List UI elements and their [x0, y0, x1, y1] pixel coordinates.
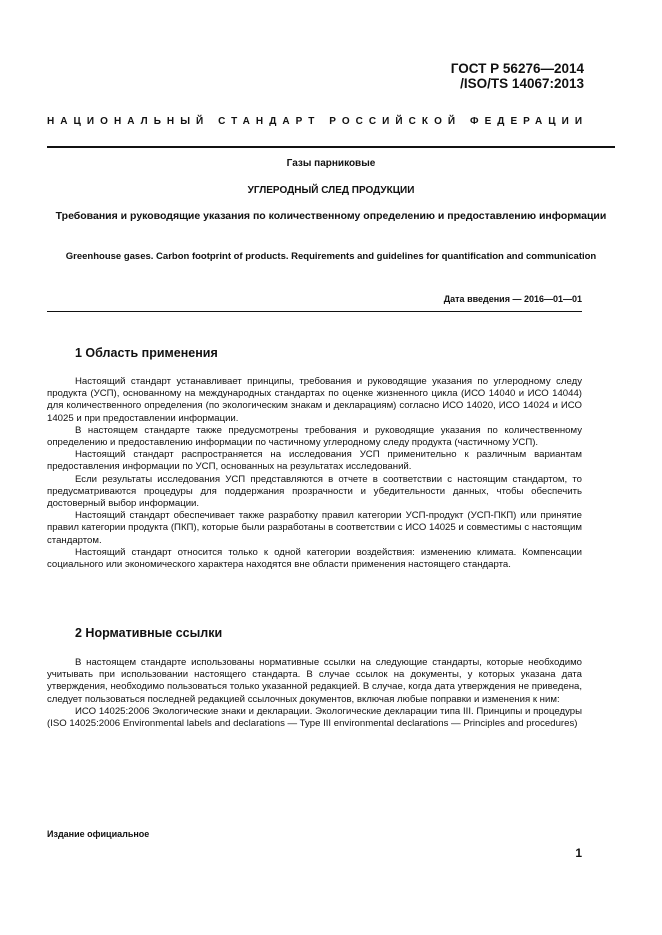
paragraph: В настоящем стандарте также предусмотрены требования и руководящие указания по количественному определению и предоставлению информации по частичному углеродному следу продукта (частичному УСП).	[47, 424, 582, 449]
section-heading-references: 2 Нормативные ссылки	[75, 626, 223, 640]
paragraph: Настоящий стандарт распространяется на исследования УСП применительно к различным вариантам предоставления информации по УСП, основанных на результатах исследований.	[47, 449, 582, 473]
document-title: УГЛЕРОДНЫЙ СЛЕД ПРОДУКЦИИ	[247, 185, 415, 196]
gost-number: ГОСТ Р 56276—2014	[450, 61, 584, 76]
header-divider	[47, 146, 615, 148]
document-subtitle: Требования и руководящие указания по количественному определению и предоставлению информации	[55, 210, 607, 222]
paragraph: ИСО 14025:2006 Экологические знаки и декларации. Экологические декларации типа III. Принципы и процедуры (ISO 14025:2006 Environmental labels and declarations — Type III environmental declarations — Principles and procedures)	[47, 705, 582, 730]
paragraph: Настоящий стандарт устанавливает принципы, требования и руководящие указания по углеродному следу продукта (УСП), основанному на международных стандартах по оценке жизненного цикла (ИСО 14040 и ИСО 14044) для количественного определения (по экологическим знакам и декларациям) согласно ИСО 14020, ИСО 14024 и ИСО 14025 и при предоставлении информации.	[47, 376, 582, 424]
iso-number: /ISO/TS 14067:2013	[460, 76, 584, 91]
paragraph: В настоящем стандарте использованы нормативные ссылки на следующие стандарты, которые необходимо учитывать при использовании настоящего стандарта. В случае ссылок на документы, у которых указана дата утверждения, необходимо пользоваться только указанной редакцией. В случае, когда дата утверждения не приведена, следует пользоваться последней редакцией ссылочных документов, включая любые поправки и изменения к ним:	[47, 657, 582, 705]
date-divider	[47, 311, 582, 312]
paragraph: Если результаты исследования УСП представляются в отчете в соответствии с настоящим стандартом, то предусматриваются процедуры для поддержания прозрачности и убедительности данных, чтобы обеспечить достоверный выбор информации.	[47, 473, 582, 510]
section-heading-scope: 1 Область применения	[75, 346, 218, 360]
section-body-references	[47, 657, 582, 730]
paragraph: Настоящий стандарт относится только к одной категории воздействия: изменению климата. Компенсации социального или экономического характера находятся вне области применения настоящего стандарта.	[47, 546, 582, 571]
introduction-date: Дата введения — 2016—01—01	[443, 294, 582, 304]
document-title-english: Greenhouse gases. Carbon footprint of products. Requirements and guidelines for quantification and communication	[65, 251, 597, 262]
edition-note: Издание официальное	[47, 829, 150, 839]
page-number: 1	[575, 846, 582, 860]
document-subject: Газы парниковые	[286, 158, 376, 169]
section-body-scope	[47, 376, 582, 571]
national-standard-banner: НАЦИОНАЛЬНЫЙ СТАНДАРТ РОССИЙСКОЙ ФЕДЕРАЦИИ	[47, 116, 589, 127]
standard-designation	[451, 61, 584, 91]
paragraph: Настоящий стандарт обеспечивает также разработку правил категории УСП-продукт (УСП-ПКП) или принятие правил категории продукта (ПКП), которые были разработаны в соответствии с ИСО 14025 и совместимы с настоящим стандартом.	[47, 510, 582, 546]
